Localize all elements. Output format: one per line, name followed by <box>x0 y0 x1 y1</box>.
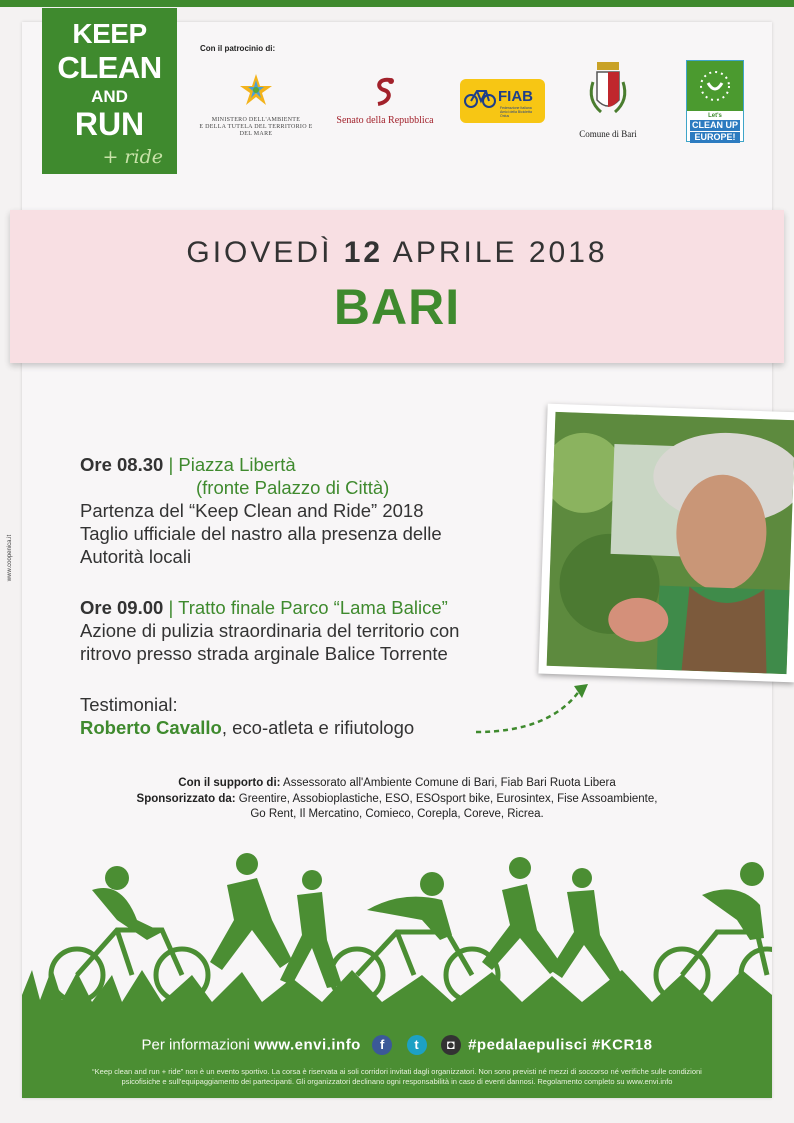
event-date <box>0 236 794 270</box>
testimonial-role: , eco-atleta e rifiutologo <box>221 717 415 738</box>
side-credit: www.coopenica.it <box>7 534 13 582</box>
logo-line-clean: CLEAN <box>57 50 162 85</box>
testimonial-block <box>80 693 414 739</box>
event2-place: | Tratto finale Parco “Lama Balice” <box>168 597 448 618</box>
info-site-link[interactable]: www.envi.info <box>254 1036 361 1054</box>
event1-desc-line2: Taglio ufficiale del nastro alla presenza delle <box>80 523 442 544</box>
hashtags: #pedalaepulisci #KCR18 <box>468 1036 653 1054</box>
top-bar <box>0 0 794 7</box>
disclaimer-line2: psicofisiche e sull'equipaggiamento dei partecipanti. Gli organizzatori declinano ogni responsabilità in caso di eventi dannosi. Regolamento completo su www.envi.info <box>121 1077 673 1086</box>
eu-small-text: Let's <box>708 113 722 119</box>
dashed-arrow-icon <box>470 680 590 740</box>
event1-place-line2: (fronte Palazzo di Città) <box>196 477 390 498</box>
sponsor-text-line2: Go Rent, Il Mercatino, Comieco, Corepla, Coreve, Ricrea. <box>250 808 544 820</box>
date-day: 12 <box>343 236 384 269</box>
keep-clean-logo <box>42 8 177 174</box>
testimonial-label: Testimonial: <box>80 694 178 715</box>
disclaimer-line1: “Keep clean and run + ride” non è un evento sportivo. La corsa è riservata ai soli corridori invitati dagli organizzatori. Non sono previsti né mezzi di soccorso né verifiche sulle condizioni <box>92 1067 702 1076</box>
ministero-name: MINISTERO DELL'AMBIENTE <box>211 117 301 123</box>
testimonial-photo <box>538 404 794 683</box>
logo-line-run: RUN <box>74 106 145 142</box>
eu-stars-box <box>687 61 743 111</box>
fiab-name: FIAB <box>498 88 533 105</box>
logo-line-and: AND <box>91 87 128 106</box>
support-line <box>0 776 794 791</box>
event1-time: Ore 08.30 <box>80 454 164 475</box>
cyclists-runners-silhouette <box>22 850 772 1010</box>
senato-logo <box>330 76 440 126</box>
instagram-icon[interactable]: ◘ <box>441 1035 461 1055</box>
info-label: Per informazioni <box>141 1036 255 1054</box>
event1-place: | Piazza Libertà <box>168 454 296 475</box>
patronage-label: Con il patrocinio di: <box>200 44 276 53</box>
eu-line1: CLEAN UP <box>691 120 738 130</box>
sponsor-label: Sponsorizzato da: <box>136 793 236 805</box>
logo-line-keep: KEEP <box>72 18 147 49</box>
info-bar <box>0 1035 794 1057</box>
support-text: Assessorato all'Ambiente Comune di Bari, Fiab Bari Ruota Libera <box>280 777 616 789</box>
event1-block <box>80 453 442 568</box>
date-prefix: GIOVEDÌ <box>186 236 344 269</box>
ministero-star-icon <box>238 72 274 108</box>
event1-desc-line3: Autorità locali <box>80 546 192 567</box>
bicycle-icon <box>464 87 496 109</box>
facebook-icon[interactable]: f <box>372 1035 392 1055</box>
clean-up-europe-logo <box>686 60 744 142</box>
comune-bari-logo <box>572 60 644 139</box>
sponsor-text-line1: Greentire, Assobioplastiche, ESO, ESOsport bike, Eurosintex, Fise Assoambiente, <box>235 793 658 805</box>
eu-stars-icon <box>688 61 742 111</box>
photo-image <box>547 412 794 674</box>
date-suffix: APRILE 2018 <box>383 236 608 269</box>
senato-emblem-icon <box>370 76 400 108</box>
disclaimer <box>40 1067 754 1087</box>
portrait-illustration <box>547 412 794 674</box>
fiab-logo <box>460 79 545 123</box>
comune-name: Comune di Bari <box>579 129 637 139</box>
logo-line-ride: + ride <box>102 146 163 168</box>
event-city: BARI <box>333 279 461 335</box>
ministero-sub: E DELLA TUTELA DEL TERRITORIO E DEL MARE <box>199 124 313 137</box>
testimonial-name: Roberto Cavallo <box>80 717 222 738</box>
event2-desc-line2: ritrovo presso strada arginale Balice Torrente <box>80 643 448 664</box>
event2-time: Ore 09.00 <box>80 597 164 618</box>
ministero-logo <box>196 72 316 138</box>
eu-line2: EUROPE! <box>690 132 740 143</box>
bari-coat-of-arms-icon <box>583 60 633 122</box>
fiab-sub: Federazione Italiana Amici della Bicicletta Onlus <box>500 106 532 118</box>
event2-block <box>80 596 459 665</box>
twitter-icon[interactable]: t <box>407 1035 427 1055</box>
sponsor-line <box>0 792 794 807</box>
senato-name: Senato della Repubblica <box>336 115 434 126</box>
event2-desc-line1: Azione di pulizia straordinaria del territorio con <box>80 620 460 641</box>
event1-desc-line1: Partenza del “Keep Clean and Ride” 2018 <box>80 500 424 521</box>
support-label: Con il supporto di: <box>178 777 281 789</box>
